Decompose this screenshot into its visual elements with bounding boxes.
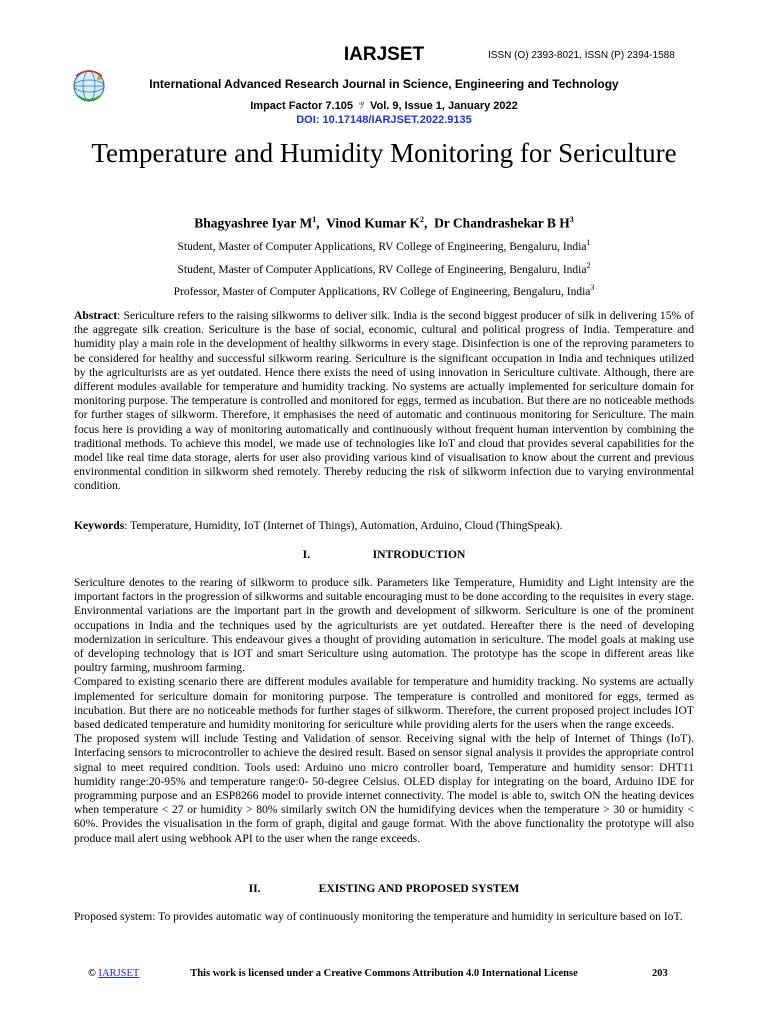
paragraph: Proposed system: To provides automatic way of continuously monitoring the temperature and humidity in sericulture based on IoT. bbox=[74, 910, 683, 923]
affiliation bbox=[0, 261, 768, 276]
doi-link[interactable]: DOI: 10.17148/IARJSET.2022.9135 bbox=[296, 114, 472, 126]
paragraph: Sericulture denotes to the rearing of silkworm to produce silk. Parameters like Temperature, Humidity and Light intensity are the important factors in the progression of silkworms and suitable encouraging must to be done according to the requisites in every stage. Environmental variations are the important part in the growth and development of silkworm. Sericulture is one of the prominent occupations in India and the techniques used by the agriculturists are yet outdated. Hereafter there is the need of developing modernization in sericulture. This endeavour gives a thought of providing automation in sericulture. The model goals at making use of developing technology that is IOT and smart Sericulture using automation. The prototype has the scope in different areas like poultry farming, mushroom farming. bbox=[74, 576, 694, 675]
section-title: INTRODUCTION bbox=[372, 548, 466, 561]
affiliation-sup: 3 bbox=[590, 283, 595, 292]
section-heading bbox=[0, 548, 768, 561]
impact-factor: Impact Factor 7.105 bbox=[250, 100, 353, 112]
affiliation-sup: 1 bbox=[586, 238, 591, 247]
author-sup: 1 bbox=[312, 215, 317, 224]
keywords-text: : Temperature, Humidity, IoT (Internet of Things), Automation, Arduino, Cloud (ThingSpeak). bbox=[124, 519, 563, 532]
author-name: Bhagyashree Iyar M bbox=[194, 215, 313, 231]
volume-issue: Vol. 9, Issue 1, January 2022 bbox=[369, 100, 518, 112]
paper-title: Temperature and Humidity Monitoring for Sericulture bbox=[91, 138, 677, 168]
page-number: 203 bbox=[652, 968, 668, 979]
affiliation-sup: 2 bbox=[586, 261, 591, 270]
keywords-label: Keywords bbox=[74, 519, 125, 532]
journal-brand: IARJSET bbox=[343, 44, 425, 65]
affiliation-text: Student, Master of Computer Applications, RV College of Engineering, Bengaluru, India bbox=[177, 240, 587, 253]
copyright-icon: © bbox=[88, 968, 96, 979]
paragraph: Compared to existing scenario there are different modules available for temperature and humidity tracking. No systems are actually implemented for sericulture domain for monitoring purpose. The temperature is controlled and monitored for eggs, termed as incubation. But there are no noticeable methods for further stages of silkworm. Therefore, the current proposed project includes IOT based dedicated temperature and humidity monitoring for sericulture while providing alerts for the users when the range exceeds. bbox=[74, 675, 694, 732]
affiliation bbox=[0, 283, 768, 298]
affiliation-text: Student, Master of Computer Applications, RV College of Engineering, Bengaluru, India bbox=[177, 263, 587, 276]
author-sup: 2 bbox=[419, 215, 424, 224]
footer-link[interactable]: IARJSET bbox=[98, 968, 140, 979]
section-title: EXISTING AND PROPOSED SYSTEM bbox=[318, 882, 520, 895]
section-heading bbox=[0, 882, 768, 895]
section-number: II. bbox=[248, 882, 261, 895]
abstract bbox=[74, 309, 694, 494]
affiliation bbox=[0, 238, 768, 253]
author-name: Dr Chandrashekar B H bbox=[434, 215, 570, 231]
author-sup: 3 bbox=[569, 215, 574, 224]
abstract-text: : Sericulture refers to the raising silkworms to deliver silk. India is the second biggest producer of silk in delivering 15% of the aggregate silk creation. Sericulture is the base of social, economic, cultural and political progress of India. Temperature and humidity play a main role in the development of healthy silkworms in every stage. Disinfection is one of the reproving parameters to be considered for healthy and successful silkworm rearing. Sericulture is the significant occupation in India and techniques utilized by the agriculturists are as yet outdated. Hence there exists the need of using innovation in Sericulture cultivate. Although, there are different modules available for temperature and humidity tracking. No systems are actually implemented for sericulture domain for monitoring purpose. The temperature is controlled and monitored for eggs, termed as incubation. But there are no noticeable methods for further stages of silkworm. Therefore, it emphasises the need of automatic and continuous monitoring for Sericulture. The main focus here is providing a way of monitoring automatically and continuously without frequent human intervention by combining the traditional methods. To achieve this model, we made use of technologies like IoT and cloud that provides several capabilities for the model like real time data storage, alerts for user also providing various kind of visualisation to know about the current and previous environmental condition in silkworm shed remotely. Thereby reducing the risk of silkworm infection due to varying environmental condition. bbox=[74, 309, 694, 493]
author-list: Bhagyashree Iyar $M^1$, Vinod Kumar $K^2$, Dr Chandrashekar B $H^3$ bbox=[194, 215, 574, 231]
paragraph: The proposed system will include Testing and Validation of sensor. Receiving signal with the help of Internet of Things (IoT). Interfacing sensors to microcontroller to achieve the desired result. Based on sensor signal analysis it provides the appropriate control signal to meet required condition. Tools used: Arduino uno micro controller board, Temperature and humidity sensor: DHT11 humidity range:20-95% and temperature range:0- 50-degree Celsius. OLED display for integrating on the board, Arduino IDE for programming purpose and an ESP8266 model to provide internet connectivity. The model is able to, switch ON the heating devices when temperature < 27 or humidity > 80% similarly switch ON the humidifying devices when the temperature > 30 or humidity < 60%. Provides the visualisation in the form of graph, digital and gauge format. With the above functionality the prototype will also produce mail alert using webhook API to the user when the range exceeds. bbox=[74, 732, 694, 845]
affiliation-text: Professor, Master of Computer Applications, RV College of Engineering, Bengaluru, India bbox=[173, 285, 591, 298]
abstract-label: Abstract bbox=[74, 309, 118, 322]
impact-line bbox=[0, 97, 768, 112]
section-number: I. bbox=[302, 548, 311, 561]
journal-name: International Advanced Research Journal in Science, Engineering and Technology bbox=[149, 77, 619, 91]
keywords bbox=[74, 519, 694, 533]
author-name: Vinod Kumar K bbox=[326, 215, 420, 231]
section-body bbox=[74, 576, 694, 846]
section-body bbox=[74, 910, 694, 924]
issn-text: ISSN (O) 2393-8021, ISSN (P) 2394-1588 bbox=[488, 50, 675, 61]
license-text: This work is licensed under a Creative Commons Attribution 4.0 International License bbox=[190, 968, 578, 979]
separator-icon: ﾂ bbox=[358, 101, 364, 112]
